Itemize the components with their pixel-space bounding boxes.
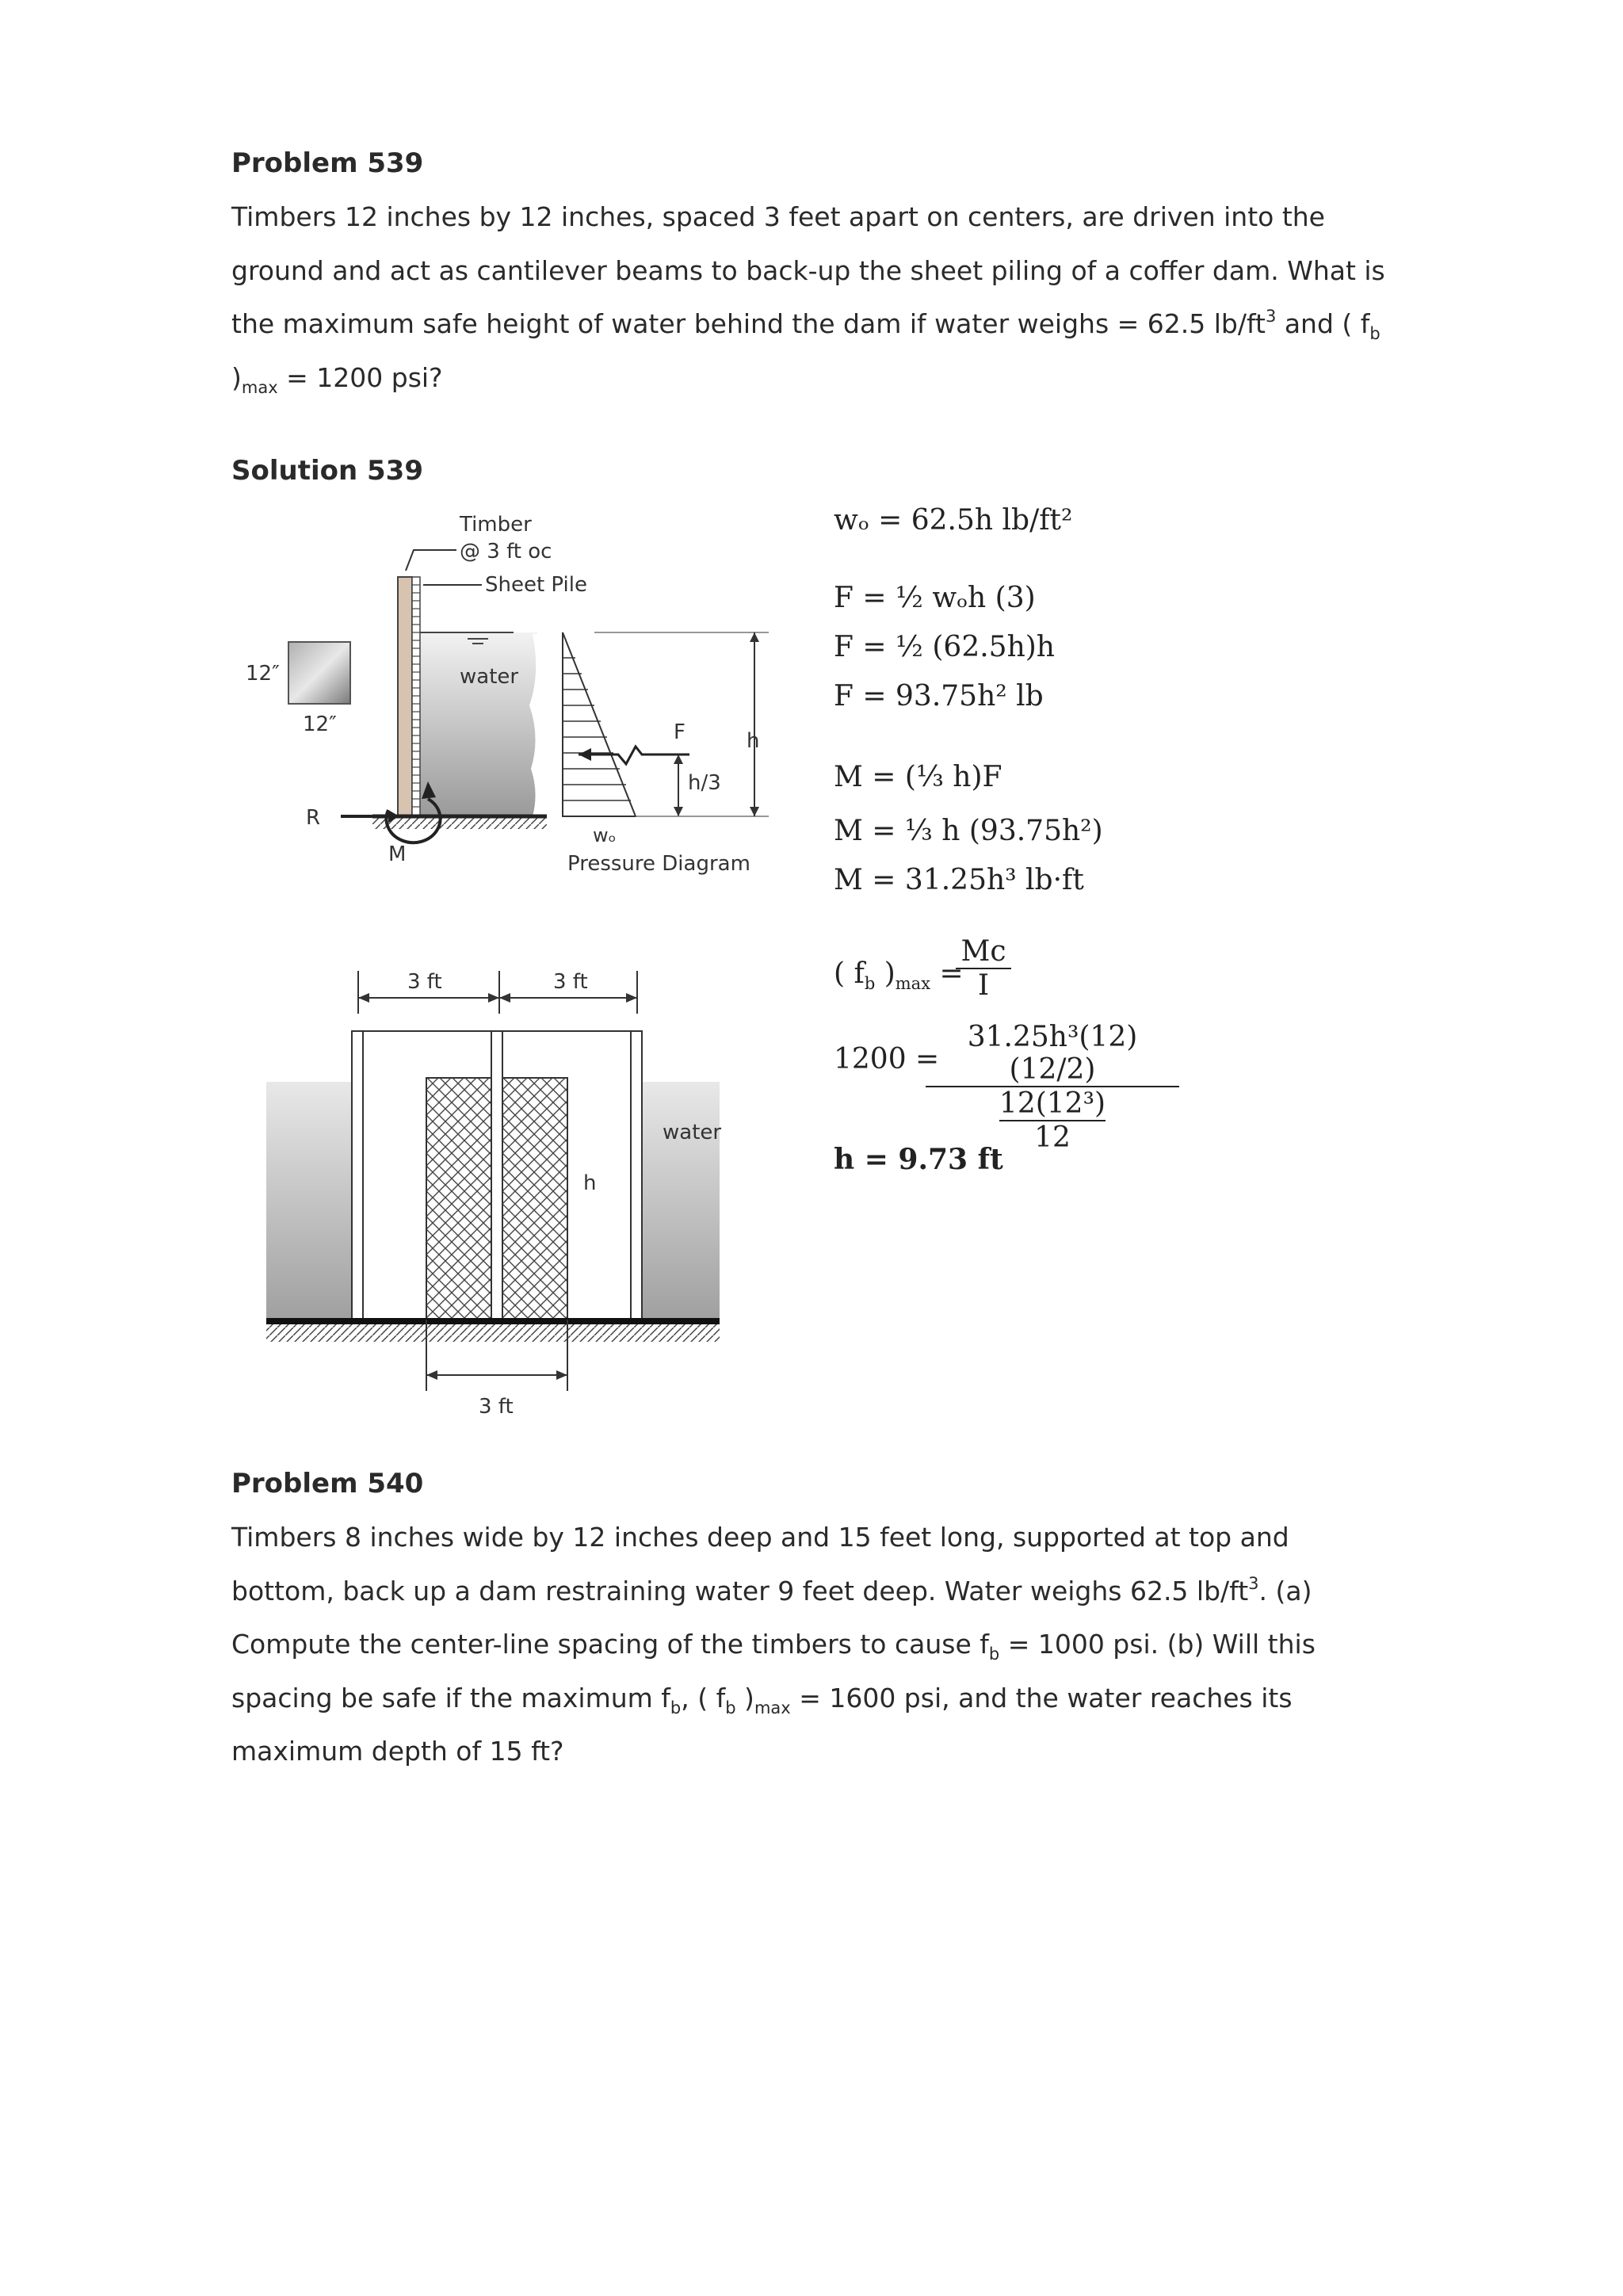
problem-540-line-4: spacing be safe if the maximum $f_b$, ( $f_b$ )$_{max} = 1600$ psi, and the water reaches its xyxy=(231,1682,1293,1717)
equation-f-3: F = 93.75h² lb xyxy=(834,680,1044,712)
problem-539-line-4: )$_{max} = 1200$ psi? xyxy=(231,361,443,397)
cofferdam-elevation-figure xyxy=(230,499,800,943)
equation-m-3: M = 31.25h³ lb·ft xyxy=(834,864,1084,896)
pressure-diagram-label: Pressure Diagram xyxy=(567,852,750,876)
equation-flexure-lhs: ( $f_b$ )$_{max}$ = xyxy=(834,957,964,993)
water-left xyxy=(266,1082,358,1320)
problem-540-text xyxy=(231,1511,1404,1778)
equation-wo: wₒ = 62.5h lb/ft² xyxy=(834,504,1073,537)
problem-539-text xyxy=(231,190,1404,404)
problem-539-line-1: Timbers 12 inches by 12 inches, spaced 3 feet apart on centers, are driven into the xyxy=(231,201,1325,232)
moment-m-label: M xyxy=(388,842,407,866)
problem-540-line-5: maximum depth of 15 ft? xyxy=(231,1736,564,1767)
dim-12-horizontal: 12″ xyxy=(303,712,337,736)
cofferdam-section-figure xyxy=(262,963,737,1423)
problem-539-line-3: the maximum safe height of water behind the dam if water weighs = 62.5 $lb/ft^3$ and ( $f_b$ xyxy=(231,307,1381,343)
problem-540-heading: Problem 540 xyxy=(231,1468,424,1499)
span-3-label: 3 ft xyxy=(479,1395,514,1419)
flexure-denominator: I xyxy=(956,968,1011,1002)
problem-540-line-1: Timbers 8 inches wide by 12 inches deep and 15 feet long, supported at top and xyxy=(231,1522,1289,1553)
sheet-pile-label: Sheet Pile xyxy=(485,573,587,597)
solution-539-heading: Solution 539 xyxy=(231,455,423,487)
equation-m-1: M = (⅓ h)F xyxy=(834,761,1002,793)
timber-label: Timber xyxy=(460,513,532,537)
span-2-label: 3 ft xyxy=(553,970,588,994)
equation-flexure-fraction xyxy=(956,935,1011,1002)
span-1-label: 3 ft xyxy=(407,970,442,994)
water-body xyxy=(418,632,537,816)
h3-label: h/3 xyxy=(688,771,721,795)
pressure-triangle xyxy=(563,632,636,816)
water-label: water xyxy=(460,665,519,689)
problem-540-line-3: Compute the center-line spacing of the timbers to cause $f_b = 1000$ psi. (b) Will this xyxy=(231,1629,1316,1664)
post-right xyxy=(631,1031,642,1320)
equation-substitution-lhs: 1200 = xyxy=(834,1043,940,1075)
post-left xyxy=(352,1031,363,1320)
problem-539-heading: Problem 539 xyxy=(231,147,424,179)
timber-post xyxy=(398,577,412,816)
post-middle xyxy=(491,1031,502,1320)
force-f-label: F xyxy=(674,720,685,744)
equation-f-1: F = ½ wₒh (3) xyxy=(834,582,1036,614)
result-h: h = 9.73 ft xyxy=(834,1143,1003,1176)
wo-label: wₒ xyxy=(593,824,617,846)
sheet-pile xyxy=(412,577,420,816)
timber-section-square xyxy=(288,642,350,704)
problem-539-line-2: ground and act as cantilever beams to back-up the sheet piling of a coffer dam. What is xyxy=(231,254,1385,286)
problem-540-line-2: bottom, back up a dam restraining water 9 feet deep. Water weighs 62.5 $lb/ft^3$. (a) xyxy=(231,1573,1312,1606)
tributary-area-left xyxy=(426,1078,491,1320)
section-h-label: h xyxy=(583,1171,597,1195)
timber-spacing-label: @ 3 ft oc xyxy=(460,540,552,563)
substitution-numerator: 31.25h³(12)(12/2) xyxy=(967,1021,1138,1086)
substitution-inertia-numerator: 12(12³) xyxy=(999,1087,1106,1120)
reaction-r-label: R xyxy=(306,806,321,830)
equation-substitution-fraction xyxy=(926,1021,1179,1154)
substitution-inertia-denominator: 12 xyxy=(999,1120,1106,1154)
flexure-numerator: Mc xyxy=(960,935,1006,968)
tributary-area-right xyxy=(502,1078,567,1320)
equation-m-2: M = ⅓ h (93.75h²) xyxy=(834,815,1103,847)
equation-f-2: F = ½ (62.5h)h xyxy=(834,631,1055,663)
dim-12-vertical: 12″ xyxy=(246,662,280,686)
resultant-force-arrow xyxy=(579,747,689,764)
h-label: h xyxy=(747,729,760,753)
water-right-label: water xyxy=(663,1121,722,1144)
water-right xyxy=(642,1082,720,1320)
